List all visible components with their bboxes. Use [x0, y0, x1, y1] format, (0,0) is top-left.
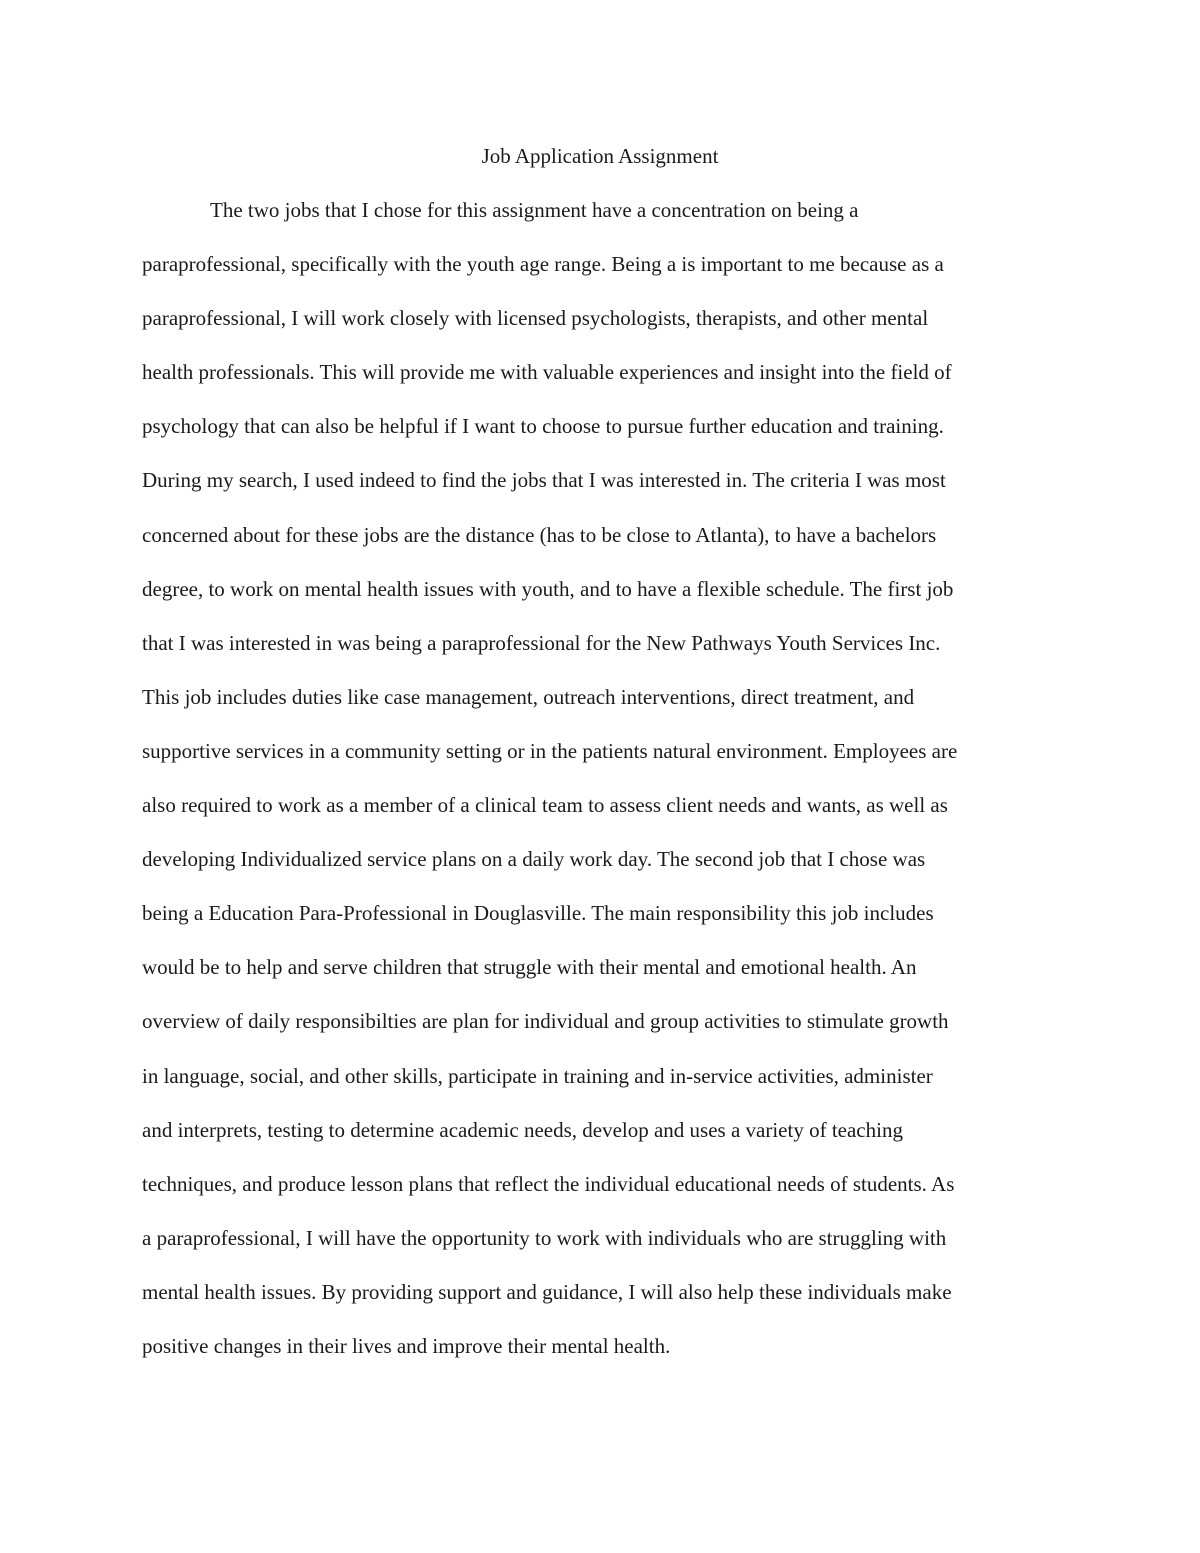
paragraph-line: During my search, I used indeed to find the jobs that I was interested in. The criteria I was most: [142, 468, 946, 493]
paragraph-line: techniques, and produce lesson plans that reflect the individual educational needs of students. As: [142, 1171, 955, 1196]
paragraph-line: mental health issues. By providing support and guidance, I will also help these individuals make: [142, 1279, 952, 1304]
paragraph-line: that I was interested in was being a paraprofessional for the New Pathways Youth Services Inc.: [142, 630, 941, 655]
paragraph-line: concerned about for these jobs are the distance (has to be close to Atlanta), to have a bachelors: [142, 522, 937, 547]
paragraph-line: supportive services in a community setting or in the patients natural environment. Employees are: [142, 738, 958, 763]
paragraph-line: paraprofessional, specifically with the youth age range. Being a is important to me because as a: [142, 252, 944, 277]
paragraph-line: also required to work as a member of a clinical team to assess client needs and wants, as well as: [142, 793, 948, 818]
paragraph-line: being a Education Para-Professional in Douglasville. The main responsibility this job includes: [142, 901, 934, 926]
paragraph-line: overview of daily responsibilties are plan for individual and group activities to stimulate growth: [142, 1009, 949, 1034]
paragraph-line: in language, social, and other skills, participate in training and in-service activities, administer: [142, 1063, 933, 1088]
document-title: Job Application Assignment: [481, 144, 719, 168]
paragraph-line: a paraprofessional, I will have the opportunity to work with individuals who are struggling with: [142, 1225, 947, 1250]
paragraph-line: and interprets, testing to determine academic needs, develop and uses a variety of teaching: [142, 1117, 903, 1142]
paragraph-line: health professionals. This will provide me with valuable experiences and insight into the field of: [142, 360, 952, 385]
body-paragraph: [142, 196, 1072, 1386]
paragraph-line: psychology that can also be helpful if I want to choose to pursue further education and training.: [142, 414, 944, 439]
paragraph-line: would be to help and serve children that struggle with their mental and emotional health. An: [142, 955, 917, 980]
paragraph-line: paraprofessional, I will work closely with licensed psychologists, therapists, and other mental: [142, 306, 929, 331]
paragraph-line: positive changes in their lives and improve their mental health.: [142, 1333, 671, 1358]
paragraph-line: The two jobs that I chose for this assignment have a concentration on being a: [210, 198, 859, 222]
paragraph-line: This job includes duties like case management, outreach interventions, direct treatment, and: [142, 684, 915, 709]
paragraph-line: degree, to work on mental health issues with youth, and to have a flexible schedule. The first job: [142, 576, 954, 601]
paragraph-line: developing Individualized service plans on a daily work day. The second job that I chose was: [142, 847, 926, 872]
